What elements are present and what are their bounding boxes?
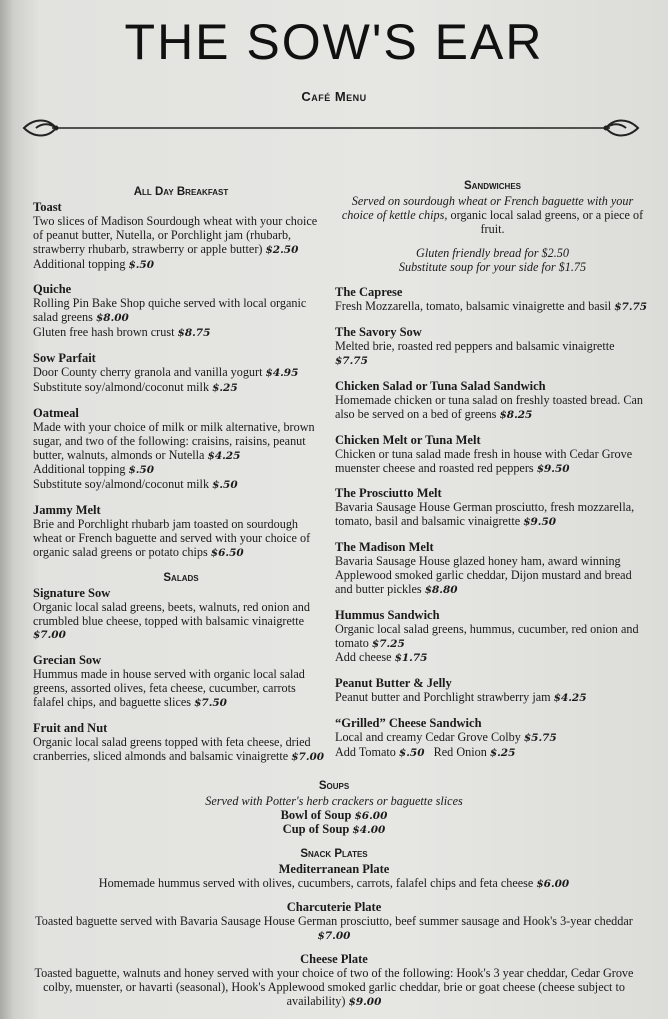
menu-item: [33, 722, 329, 765]
item-name: The Savory Sow: [335, 325, 422, 340]
extra-price: $.50: [212, 479, 238, 492]
item-description: [335, 623, 650, 652]
section-heading: Salads: [163, 571, 199, 584]
item-name: Grecian Sow: [33, 653, 102, 668]
item-price: $7.00: [33, 629, 66, 642]
item-price: $6.50: [210, 546, 244, 559]
item-description-text: Melted brie, roasted red peppers and balsamic vinaigrette: [335, 339, 615, 354]
soups-intro: Served with Potter's herb crackers or baguette slices: [205, 793, 463, 808]
item-name: The Prosciutto Melt: [335, 486, 442, 501]
section-breakfast: [33, 186, 329, 561]
menu-header: [0, 0, 668, 180]
item-price: $4.95: [265, 366, 299, 379]
item-price: $7.75: [614, 301, 648, 314]
item-description: [33, 421, 329, 464]
item-name: Chicken Salad or Tuna Salad Sandwich: [335, 378, 546, 393]
menu-item: [20, 863, 648, 892]
item-description: [33, 297, 329, 326]
menu-item: [33, 587, 329, 644]
menu-item: [33, 654, 329, 711]
item-name: Charcuterie Plate: [286, 900, 382, 915]
item-description-text: Toasted baguette, walnuts and honey served with your choice of two of the following: Hook's 3 year cheddar, Cedar Grove colby, muenster, or havarti (seasonal), Hook's Applewood smoked garlic cheddar, brie or goat cheese (cheese subject to availability): [34, 965, 634, 1008]
item-price: $5.75: [523, 732, 557, 745]
item-name: Peanut Butter & Jelly: [335, 676, 452, 691]
menu-item: [335, 380, 650, 423]
item-description-text: Peanut butter and Porchlight strawberry jam: [335, 690, 551, 705]
extra-text: Substitute soy/almond/coconut milk: [33, 379, 210, 394]
item-price: $7.00: [291, 750, 325, 763]
item-description: [335, 691, 650, 706]
menu-item: [335, 609, 650, 667]
menu-item: [33, 407, 329, 493]
extra-price: $.50: [398, 747, 425, 759]
soup-item: [20, 823, 648, 838]
item-description: [33, 601, 329, 644]
sandwiches-intro: [335, 195, 650, 237]
item-price: $9.50: [523, 516, 557, 529]
item-price: $7.25: [371, 637, 405, 650]
bottom-sections: [20, 780, 648, 1010]
section-heading: Snack Plates: [300, 848, 368, 861]
item-description-text: Organic local salad greens, beets, walnuts, red onion and crumbled blue cheese, topped with balsamic vinaigrette: [33, 599, 310, 628]
item-description-text: Hummus made in house served with organic local salad greens, assorted olives, feta cheese, cucumber, carrots falafel chips, and baguette slices: [33, 667, 305, 710]
item-description: [335, 731, 650, 746]
intro-italic: Served on sourdough wheat or French baguette with your choice of kettle chips,: [341, 193, 634, 222]
extra-price: $8.75: [177, 327, 211, 340]
item-price: $4.00: [352, 824, 386, 837]
item-description-text: Homemade hummus served with olives, cucumbers, carrots, falafel chips and feta cheese: [98, 876, 534, 891]
menu-columns: [0, 180, 668, 776]
item-name: Oatmeal: [33, 405, 79, 420]
menu-item: [335, 434, 650, 477]
menu-item: [335, 677, 650, 706]
item-description: [33, 366, 329, 381]
item-description: [20, 967, 648, 1010]
item-description-text: Homemade chicken or tuna salad on freshly toasted bread. Can also be served on a bed of greens: [335, 392, 643, 421]
item-name: Hummus Sandwich: [335, 607, 440, 622]
ornament-divider: [22, 116, 640, 140]
item-description-text: Made with your choice of milk or milk alternative, brown sugar, and two of the following: craisins, raisins, peanut butter, walnuts, almonds or Nutella: [33, 419, 315, 462]
item-description-text: Rolling Pin Bake Shop quiche served with local organic salad greens: [33, 296, 307, 325]
left-column: [33, 180, 329, 776]
item-description: [335, 340, 650, 369]
item-name: Cup of Soup: [282, 822, 350, 837]
item-description: [335, 501, 650, 530]
item-name: “Grilled” Cheese Sandwich: [335, 716, 482, 731]
item-price: $9.00: [348, 995, 382, 1008]
item-description: [335, 300, 650, 315]
item-description-text: Organic local salad greens topped with feta cheese, dried cranberries, sliced almonds and balsamic vinaigrette: [33, 734, 311, 763]
item-price: $8.80: [424, 583, 458, 596]
item-name: The Madison Melt: [335, 540, 434, 555]
section-soups: [20, 780, 648, 839]
item-price: $4.25: [553, 692, 587, 705]
item-name: Bowl of Soup: [280, 807, 352, 822]
right-column: [335, 180, 650, 772]
section-sandwiches: [335, 286, 650, 760]
item-extra: [335, 651, 650, 666]
menu-item: [335, 541, 650, 598]
soup-item: [20, 809, 648, 824]
item-name: Toast: [33, 199, 62, 214]
item-description: [335, 555, 650, 598]
item-extra: [33, 326, 329, 341]
item-price: $7.00: [317, 929, 351, 942]
extra-text: Additional topping: [33, 256, 126, 271]
menu-item: [33, 283, 329, 341]
item-description-text: Toasted baguette served with Bavaria Sausage House German prosciutto, beef summer sausage and Hook's 3-year cheddar: [35, 913, 633, 928]
item-description-text: Bavaria Sausage House glazed honey ham, award winning Applewood smoked garlic cheddar, Dijon mustard and bread and butter pickles: [335, 554, 632, 596]
section-salads: [33, 572, 329, 765]
item-extra: [33, 381, 329, 396]
menu-item: [335, 326, 650, 369]
extra-text: Additional topping: [33, 462, 126, 477]
extra-price: $.25: [489, 747, 516, 759]
extra-text: Red Onion: [433, 745, 487, 759]
item-price: $6.00: [354, 809, 388, 822]
menu-item: [20, 953, 648, 1010]
item-description: [20, 877, 648, 892]
menu-item: [33, 504, 329, 561]
item-price: $6.00: [536, 878, 570, 891]
extra-text: Add Tomato: [335, 745, 396, 759]
item-name: Sow Parfait: [33, 351, 96, 366]
section-heading: Sandwiches: [463, 180, 521, 192]
item-extra: [33, 463, 329, 478]
item-description-text: Door County cherry granola and vanilla yogurt: [33, 364, 263, 379]
item-description: [335, 394, 650, 423]
item-description-text: Two slices of Madison Sourdough wheat with your choice of peanut butter, Nutella, or Porchlight jam (rhubarb, strawberry rhubarb, strawberry or apple butter): [33, 213, 318, 256]
restaurant-title: THE SOW'S EAR: [124, 14, 544, 70]
item-price: $7.50: [194, 697, 227, 710]
item-description: [335, 448, 650, 477]
section-heading: All Day Breakfast: [133, 186, 229, 198]
item-description: [33, 736, 329, 765]
extra-text: Substitute soy/almond/coconut milk: [33, 477, 210, 492]
item-price: $8.25: [499, 408, 533, 421]
item-name: Fruit and Nut: [33, 721, 108, 735]
item-price: $8.00: [95, 312, 129, 325]
menu-item: [335, 286, 650, 315]
extra-price: $.25: [212, 381, 238, 394]
extra-price: $1.75: [394, 652, 428, 665]
extra-text: Add cheese: [335, 650, 392, 665]
note: Substitute soup for your side for $1.75: [398, 259, 587, 274]
item-name: Jammy Melt: [33, 503, 101, 518]
item-name: The Caprese: [335, 285, 403, 300]
item-description-text: Bavaria Sausage House German prosciutto, fresh mozzarella, tomato, basil and balsamic vinaigrette: [335, 500, 635, 529]
sandwiches-notes: [335, 247, 650, 275]
menu-subtitle: Café Menu: [301, 89, 367, 104]
item-price: $9.50: [536, 462, 570, 475]
item-description-text: Fresh Mozzarella, tomato, balsamic vinaigrette and basil: [335, 299, 612, 314]
menu-item: [335, 487, 650, 530]
item-description: [20, 915, 648, 944]
item-price: $4.25: [207, 449, 241, 462]
item-name: Signature Sow: [33, 585, 111, 600]
item-description-text: Organic local salad greens, hummus, cucumber, red onion and tomato: [335, 621, 639, 650]
item-description-text: Chicken or tuna salad made fresh in house with Cedar Grove muenster cheese and roasted red peppers: [335, 446, 633, 475]
item-extra: [33, 478, 329, 493]
item-description-text: Brie and Porchlight rhubarb jam toasted on sourdough wheat or French baguette and served with your choice of organic salad greens or potato chips: [33, 517, 311, 559]
item-description: [33, 518, 329, 561]
note: Gluten friendly bread for $2.50: [416, 245, 569, 260]
section-snack-plates: [20, 848, 648, 1009]
section-heading: Soups: [318, 779, 350, 792]
item-price: $2.50: [265, 243, 299, 256]
item-description: [33, 668, 329, 711]
item-name: Quiche: [33, 282, 72, 297]
menu-item: [33, 352, 329, 396]
extra-price: $.50: [128, 258, 155, 271]
menu-item: [20, 901, 648, 944]
item-price: $7.75: [335, 355, 368, 368]
item-extra: [335, 746, 650, 761]
item-name: Cheese Plate: [300, 951, 368, 966]
item-extra: [33, 258, 329, 273]
menu-item: [33, 201, 329, 273]
intro-regular: organic local salad greens, or a piece of fruit.: [450, 207, 644, 236]
extra-price: $.50: [128, 464, 155, 477]
item-name: Mediterranean Plate: [278, 862, 390, 877]
extra-text: Gluten free hash brown crust: [33, 325, 175, 340]
menu-item: [335, 717, 650, 761]
item-name: Chicken Melt or Tuna Melt: [335, 432, 481, 447]
item-description: [33, 215, 329, 258]
item-description-text: Local and creamy Cedar Grove Colby: [335, 730, 521, 745]
